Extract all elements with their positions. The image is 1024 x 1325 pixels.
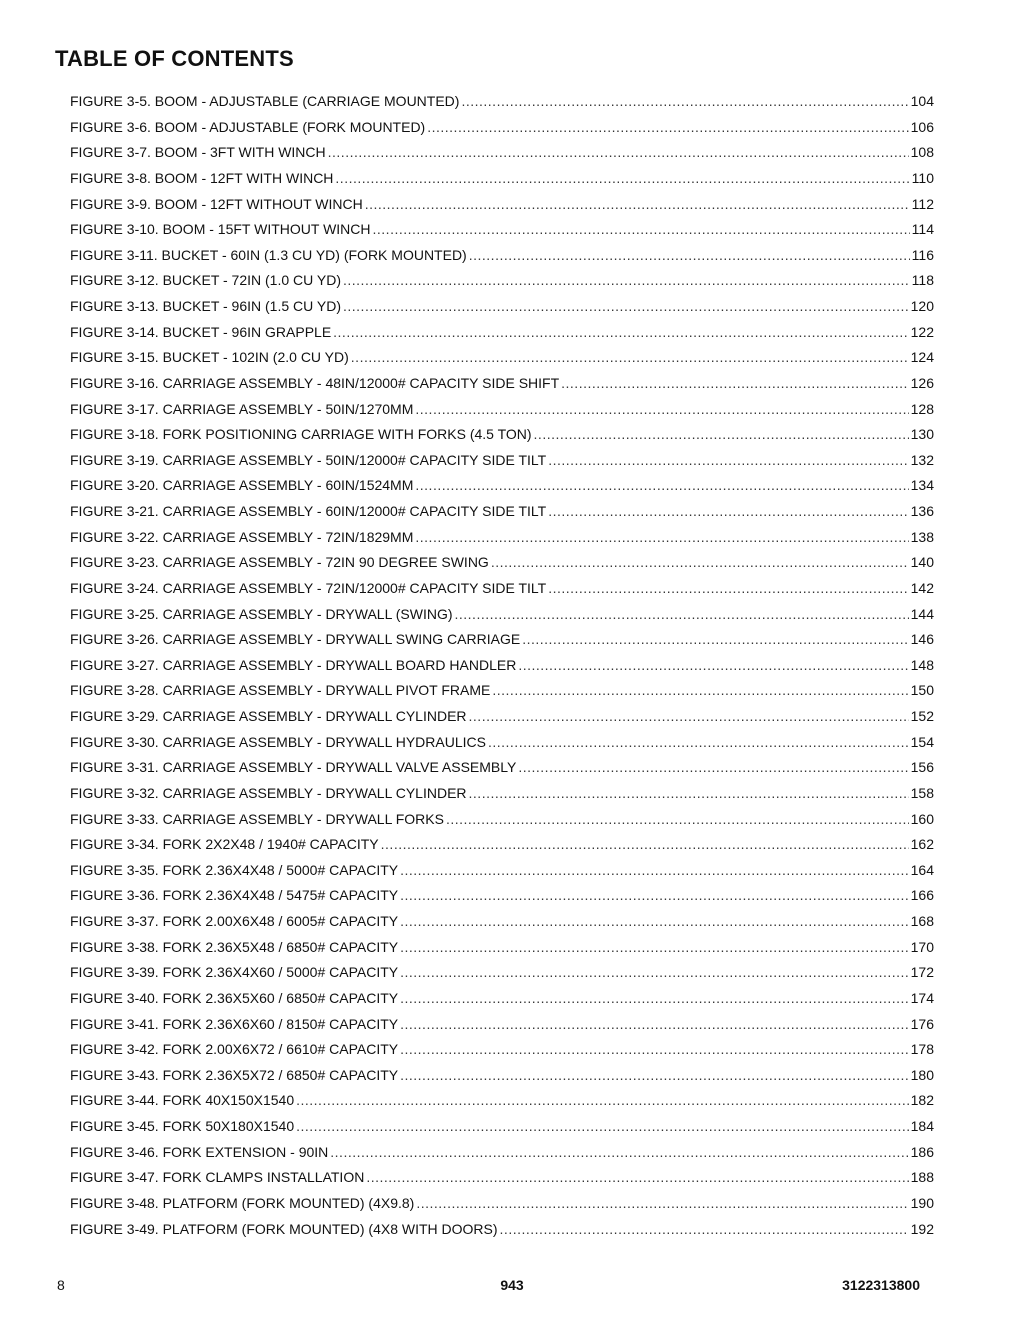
footer-doc-number: 3122313800 bbox=[842, 1277, 920, 1293]
footer-page-number: 8 bbox=[57, 1277, 65, 1293]
toc-entry-page: 122 bbox=[910, 323, 934, 340]
dot-leader bbox=[400, 935, 909, 961]
toc-entry-label: FIGURE 3-38. FORK 2.36X5X48 / 6850# CAPACITY bbox=[70, 938, 399, 955]
toc-entry-page: 130 bbox=[910, 426, 934, 443]
toc-entry-page: 136 bbox=[910, 503, 934, 519]
toc-entry[interactable] bbox=[70, 320, 934, 346]
toc-entry[interactable] bbox=[70, 550, 934, 576]
toc-entry[interactable] bbox=[70, 371, 934, 397]
toc-entry[interactable] bbox=[70, 1217, 934, 1243]
dot-leader bbox=[522, 627, 908, 653]
dot-leader bbox=[351, 345, 909, 371]
dot-leader bbox=[561, 371, 909, 397]
dot-leader bbox=[548, 499, 908, 525]
dot-leader bbox=[548, 576, 908, 602]
dot-leader bbox=[416, 1191, 908, 1217]
toc-entry-page: 174 bbox=[910, 989, 934, 1006]
toc-entry-page: 156 bbox=[910, 759, 934, 776]
toc-entry[interactable] bbox=[70, 653, 934, 679]
toc-entry[interactable] bbox=[70, 1037, 934, 1063]
toc-entry-label: FIGURE 3-16. CARRIAGE ASSEMBLY - 48IN/12000# CAPACITY SIDE SHIFT bbox=[70, 374, 560, 391]
toc-entry-page: 128 bbox=[910, 400, 934, 417]
toc-entry-label: FIGURE 3-27. CARRIAGE ASSEMBLY - DRYWALL BOARD HANDLER bbox=[70, 656, 517, 673]
toc-entry-page: 126 bbox=[910, 374, 934, 391]
dot-leader bbox=[400, 1063, 909, 1089]
dot-leader bbox=[415, 473, 908, 499]
toc-entry-label: FIGURE 3-25. CARRIAGE ASSEMBLY - DRYWALL (SWING) bbox=[70, 605, 453, 622]
dot-leader bbox=[400, 858, 909, 884]
toc-entry-label: FIGURE 3-42. FORK 2.00X6X72 / 6610# CAPACITY bbox=[70, 1041, 399, 1058]
footer-model: 943 bbox=[500, 1277, 524, 1293]
toc-entry-page: 146 bbox=[910, 631, 934, 648]
dot-leader bbox=[469, 243, 910, 269]
toc-entry-page: 166 bbox=[910, 887, 934, 904]
dot-leader bbox=[518, 755, 908, 781]
toc-entry-label: FIGURE 3-26. CARRIAGE ASSEMBLY - DRYWALL SWING CARRIAGE bbox=[70, 631, 521, 648]
dot-leader bbox=[534, 422, 909, 448]
toc-entry-label: FIGURE 3-31. CARRIAGE ASSEMBLY - DRYWALL VALVE ASSEMBLY bbox=[70, 759, 517, 776]
dot-leader bbox=[333, 320, 908, 346]
page-title: TABLE OF CONTENTS bbox=[55, 46, 294, 71]
toc-entry-label: FIGURE 3-10. BOOM - 15FT WITHOUT WINCH bbox=[70, 221, 371, 238]
toc-entry-page: 144 bbox=[910, 605, 934, 622]
toc-entry-page: 158 bbox=[910, 784, 934, 801]
dot-leader bbox=[461, 89, 908, 115]
toc-entry-label: FIGURE 3-11. BUCKET - 60IN (1.3 CU YD) (FORK MOUNTED) bbox=[70, 246, 467, 263]
dot-leader bbox=[491, 550, 909, 576]
toc-entry[interactable] bbox=[70, 525, 934, 551]
toc-entry[interactable] bbox=[70, 1088, 934, 1114]
toc-entry-page: 162 bbox=[910, 836, 934, 853]
dot-leader bbox=[492, 678, 908, 704]
toc-entry[interactable] bbox=[70, 1063, 934, 1089]
toc-entry-label: FIGURE 3-19. CARRIAGE ASSEMBLY - 50IN/12000# CAPACITY SIDE TILT bbox=[70, 451, 547, 468]
toc-entry[interactable] bbox=[70, 832, 934, 858]
toc-entry-page: 124 bbox=[910, 349, 934, 366]
toc-entry[interactable] bbox=[70, 1140, 934, 1166]
toc-entry-page: 168 bbox=[910, 913, 934, 929]
dot-leader bbox=[427, 115, 908, 141]
toc-entry-page: 150 bbox=[910, 682, 934, 699]
toc-entry[interactable] bbox=[70, 935, 934, 961]
toc-entry-page: 178 bbox=[910, 1041, 934, 1058]
dot-leader bbox=[296, 1114, 909, 1140]
toc-entry-page: 142 bbox=[910, 579, 934, 596]
toc-entry-page: 132 bbox=[910, 451, 934, 468]
dot-leader bbox=[548, 448, 908, 474]
toc-entry-page: 186 bbox=[910, 1143, 934, 1160]
toc-entry-label: FIGURE 3-34. FORK 2X2X48 / 1940# CAPACITY bbox=[70, 836, 379, 853]
toc-list bbox=[70, 89, 934, 1242]
toc-entry-page: 192 bbox=[910, 1220, 934, 1237]
toc-entry-label: FIGURE 3-33. CARRIAGE ASSEMBLY - DRYWALL FORKS bbox=[70, 810, 444, 827]
toc-entry[interactable] bbox=[70, 858, 934, 884]
dot-leader bbox=[400, 909, 909, 935]
toc-entry-page: 184 bbox=[910, 1118, 934, 1134]
toc-entry-label: FIGURE 3-37. FORK 2.00X6X48 / 6005# CAPACITY bbox=[70, 913, 399, 929]
toc-entry-page: 152 bbox=[910, 708, 934, 724]
dot-leader bbox=[455, 602, 909, 628]
toc-entry-page: 118 bbox=[911, 272, 934, 289]
toc-entry-label: FIGURE 3-43. FORK 2.36X5X72 / 6850# CAPACITY bbox=[70, 1066, 399, 1083]
dot-leader bbox=[400, 1037, 909, 1063]
toc-entry[interactable] bbox=[70, 499, 934, 525]
toc-entry[interactable] bbox=[70, 1191, 934, 1217]
toc-entry-label: FIGURE 3-20. CARRIAGE ASSEMBLY - 60IN/1524MM bbox=[70, 477, 414, 494]
toc-entry-label: FIGURE 3-40. FORK 2.36X5X60 / 6850# CAPACITY bbox=[70, 989, 399, 1006]
toc-entry-label: FIGURE 3-46. FORK EXTENSION - 90IN bbox=[70, 1143, 329, 1160]
toc-entry-label: FIGURE 3-49. PLATFORM (FORK MOUNTED) (4X8 WITH DOORS) bbox=[70, 1220, 498, 1237]
toc-entry-page: 120 bbox=[910, 298, 934, 314]
toc-entry[interactable] bbox=[70, 294, 934, 320]
toc-entry-page: 108 bbox=[910, 144, 934, 161]
toc-entry-label: FIGURE 3-24. CARRIAGE ASSEMBLY - 72IN/12000# CAPACITY SIDE TILT bbox=[70, 579, 547, 596]
dot-leader bbox=[500, 1217, 909, 1243]
toc-entry-label: FIGURE 3-7. BOOM - 3FT WITH WINCH bbox=[70, 144, 326, 161]
dot-leader bbox=[469, 781, 909, 807]
toc-entry-page: 176 bbox=[910, 1015, 934, 1032]
toc-entry-page: 114 bbox=[911, 221, 934, 238]
toc-entry[interactable] bbox=[70, 755, 934, 781]
dot-leader bbox=[365, 192, 910, 218]
toc-entry-page: 116 bbox=[911, 246, 934, 263]
dot-leader bbox=[330, 1140, 908, 1166]
toc-entry[interactable] bbox=[70, 730, 934, 756]
toc-entry-page: 140 bbox=[910, 554, 934, 571]
toc-entry[interactable] bbox=[70, 781, 934, 807]
toc-entry-label: FIGURE 3-28. CARRIAGE ASSEMBLY - DRYWALL PIVOT FRAME bbox=[70, 682, 491, 699]
toc-entry[interactable] bbox=[70, 268, 934, 294]
toc-entry-label: FIGURE 3-15. BUCKET - 102IN (2.0 CU YD) bbox=[70, 349, 349, 366]
toc-entry-label: FIGURE 3-41. FORK 2.36X6X60 / 8150# CAPACITY bbox=[70, 1015, 399, 1032]
toc-entry[interactable] bbox=[70, 166, 934, 192]
toc-entry-page: 106 bbox=[910, 118, 934, 135]
dot-leader bbox=[366, 1165, 908, 1191]
toc-entry-label: FIGURE 3-35. FORK 2.36X4X48 / 5000# CAPACITY bbox=[70, 861, 399, 878]
toc-entry-page: 148 bbox=[910, 656, 934, 673]
toc-entry[interactable] bbox=[70, 345, 934, 371]
toc-entry-label: FIGURE 3-17. CARRIAGE ASSEMBLY - 50IN/1270MM bbox=[70, 400, 414, 417]
dot-leader bbox=[415, 397, 908, 423]
toc-entry-page: 164 bbox=[910, 861, 934, 878]
dot-leader bbox=[518, 653, 908, 679]
dot-leader bbox=[381, 832, 909, 858]
toc-entry[interactable] bbox=[70, 217, 934, 243]
toc-entry-label: FIGURE 3-13. BUCKET - 96IN (1.5 CU YD) bbox=[70, 298, 341, 314]
toc-entry[interactable] bbox=[70, 192, 934, 218]
toc-entry[interactable] bbox=[70, 986, 934, 1012]
toc-entry[interactable] bbox=[70, 89, 934, 115]
toc-entry[interactable] bbox=[70, 960, 934, 986]
toc-entry-label: FIGURE 3-21. CARRIAGE ASSEMBLY - 60IN/12000# CAPACITY SIDE TILT bbox=[70, 503, 547, 519]
toc-entry-label: FIGURE 3-39. FORK 2.36X4X60 / 5000# CAPACITY bbox=[70, 964, 399, 981]
dot-leader bbox=[328, 140, 909, 166]
toc-entry-label: FIGURE 3-32. CARRIAGE ASSEMBLY - DRYWALL CYLINDER bbox=[70, 784, 467, 801]
dot-leader bbox=[373, 217, 910, 243]
toc-entry[interactable] bbox=[70, 1165, 934, 1191]
dot-leader bbox=[400, 883, 909, 909]
toc-entry[interactable] bbox=[70, 448, 934, 474]
toc-entry-label: FIGURE 3-5. BOOM - ADJUSTABLE (CARRIAGE MOUNTED) bbox=[70, 93, 460, 109]
toc-entry[interactable] bbox=[70, 627, 934, 653]
toc-entry-page: 182 bbox=[910, 1092, 934, 1109]
toc-entry-label: FIGURE 3-30. CARRIAGE ASSEMBLY - DRYWALL HYDRAULICS bbox=[70, 733, 486, 750]
toc-entry-label: FIGURE 3-8. BOOM - 12FT WITH WINCH bbox=[70, 169, 334, 186]
dot-leader bbox=[400, 986, 909, 1012]
dot-leader bbox=[343, 294, 909, 320]
toc-entry[interactable] bbox=[70, 140, 934, 166]
toc-entry[interactable] bbox=[70, 473, 934, 499]
toc-entry-page: 110 bbox=[911, 169, 934, 186]
toc-entry-label: FIGURE 3-47. FORK CLAMPS INSTALLATION bbox=[70, 1169, 365, 1186]
toc-entry-page: 112 bbox=[911, 195, 934, 212]
toc-entry[interactable] bbox=[70, 1114, 934, 1140]
toc-entry-page: 190 bbox=[910, 1194, 934, 1211]
toc-entry[interactable] bbox=[70, 883, 934, 909]
toc-entry-page: 104 bbox=[910, 93, 934, 109]
dot-leader bbox=[296, 1088, 909, 1114]
dot-leader bbox=[488, 730, 909, 756]
toc-entry-label: FIGURE 3-44. FORK 40X150X1540 bbox=[70, 1092, 295, 1109]
dot-leader bbox=[400, 1012, 909, 1038]
toc-entry-label: FIGURE 3-22. CARRIAGE ASSEMBLY - 72IN/1829MM bbox=[70, 528, 414, 545]
toc-entry-label: FIGURE 3-36. FORK 2.36X4X48 / 5475# CAPACITY bbox=[70, 887, 399, 904]
toc-entry-page: 138 bbox=[910, 528, 934, 545]
toc-entry-label: FIGURE 3-45. FORK 50X180X1540 bbox=[70, 1118, 295, 1134]
toc-entry[interactable] bbox=[70, 115, 934, 141]
toc-entry[interactable] bbox=[70, 243, 934, 269]
toc-entry-page: 160 bbox=[910, 810, 934, 827]
toc-entry-label: FIGURE 3-6. BOOM - ADJUSTABLE (FORK MOUNTED) bbox=[70, 118, 426, 135]
toc-entry-label: FIGURE 3-12. BUCKET - 72IN (1.0 CU YD) bbox=[70, 272, 341, 289]
toc-entry-page: 180 bbox=[910, 1066, 934, 1083]
toc-entry[interactable] bbox=[70, 576, 934, 602]
toc-entry[interactable] bbox=[70, 397, 934, 423]
toc-entry[interactable] bbox=[70, 422, 934, 448]
dot-leader bbox=[415, 525, 908, 551]
toc-entry[interactable] bbox=[70, 1012, 934, 1038]
toc-entry-page: 172 bbox=[910, 964, 934, 981]
toc-entry[interactable] bbox=[70, 807, 934, 833]
dot-leader bbox=[343, 268, 910, 294]
toc-entry-label: FIGURE 3-48. PLATFORM (FORK MOUNTED) (4X9.8) bbox=[70, 1194, 415, 1211]
dot-leader bbox=[446, 807, 909, 833]
toc-entry-label: FIGURE 3-9. BOOM - 12FT WITHOUT WINCH bbox=[70, 195, 363, 212]
toc-entry-page: 154 bbox=[910, 733, 934, 750]
toc-entry[interactable] bbox=[70, 602, 934, 628]
toc-entry-label: FIGURE 3-14. BUCKET - 96IN GRAPPLE bbox=[70, 323, 332, 340]
toc-entry-label: FIGURE 3-23. CARRIAGE ASSEMBLY - 72IN 90 DEGREE SWING bbox=[70, 554, 489, 571]
toc-entry[interactable] bbox=[70, 909, 934, 935]
toc-entry[interactable] bbox=[70, 678, 934, 704]
dot-leader bbox=[469, 704, 909, 730]
toc-entry-page: 170 bbox=[910, 938, 934, 955]
toc-entry[interactable] bbox=[70, 704, 934, 730]
toc-entry-page: 134 bbox=[910, 477, 934, 494]
toc-entry-label: FIGURE 3-18. FORK POSITIONING CARRIAGE WITH FORKS (4.5 TON) bbox=[70, 426, 532, 443]
dot-leader bbox=[400, 960, 909, 986]
dot-leader bbox=[335, 166, 909, 192]
toc-entry-page: 188 bbox=[910, 1169, 934, 1186]
toc-entry-label: FIGURE 3-29. CARRIAGE ASSEMBLY - DRYWALL CYLINDER bbox=[70, 708, 467, 724]
